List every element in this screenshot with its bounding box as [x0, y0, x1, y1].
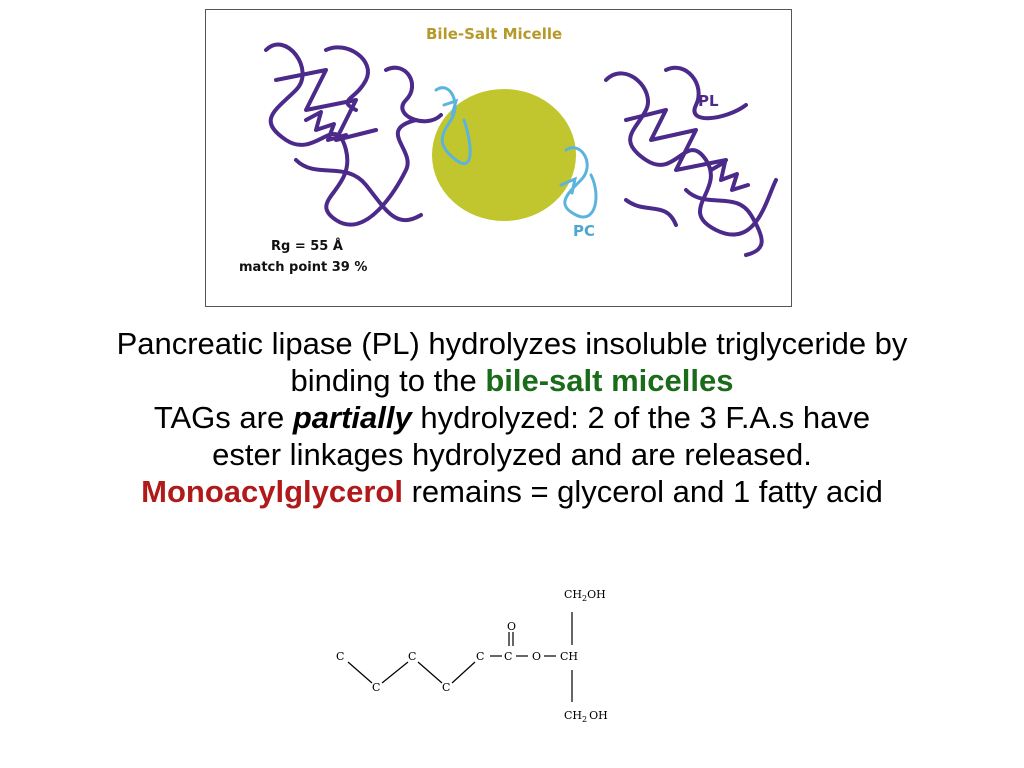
caption-line-3 [0, 399, 1024, 436]
caption-text [0, 325, 1024, 510]
rg-value: Rg = 55 Å [271, 239, 343, 254]
caption-line-3-post: hydrolyzed: 2 of the 3 F.A.s have [411, 400, 871, 435]
carbon-3: C [408, 650, 417, 663]
ch-group: CH [560, 650, 579, 663]
carbonyl-oxygen: O [507, 620, 517, 633]
caption-line-1: Pancreatic lipase (PL) hydrolyzes insoluble triglyceride by [116, 326, 908, 361]
ch2oh-bottom-sub: 2 [582, 715, 588, 724]
pl-label: PL [698, 92, 719, 110]
ch2oh-top [564, 588, 606, 603]
caption-line-2 [0, 362, 1024, 399]
right-lipase-ribbon [606, 68, 776, 255]
pc-label: PC [573, 222, 596, 240]
carbon-2: C [372, 681, 381, 694]
ch2oh-top-oh: OH [587, 588, 606, 601]
carbon-5: C [476, 650, 485, 663]
ch2oh-bottom [564, 709, 608, 724]
carbon-4: C [442, 681, 451, 694]
match-point: match point 39 % [239, 260, 368, 275]
ch2oh-top-ch: CH [564, 588, 583, 601]
partially-term: partially [292, 400, 412, 435]
bile-salt-micelles-term: bile-salt micelles [485, 363, 734, 398]
ester-oxygen: O [532, 650, 542, 663]
caption-line-5-post: remains = glycerol and 1 fatty acid [402, 474, 883, 509]
caption-line-4: ester linkages hydrolyzed and are released. [212, 437, 812, 472]
monoacylglycerol-structure [320, 580, 640, 730]
ch2oh-bottom-oh: OH [589, 709, 608, 722]
carbon-1: C [336, 650, 345, 663]
ch2oh-bottom-ch: CH [564, 709, 583, 722]
left-lipase-ribbon [266, 45, 441, 225]
monoacylglycerol-term: Monoacylglycerol [141, 474, 403, 509]
figure-title: Bile-Salt Micelle [426, 25, 563, 43]
caption-line-3-pre: TAGs are [153, 400, 293, 435]
ch2oh-top-sub: 2 [582, 594, 588, 603]
carbonyl-carbon: C [504, 650, 513, 663]
caption-line-2-text: binding to the [290, 363, 486, 398]
caption-line-5 [0, 473, 1024, 510]
micelle-figure [205, 9, 792, 307]
